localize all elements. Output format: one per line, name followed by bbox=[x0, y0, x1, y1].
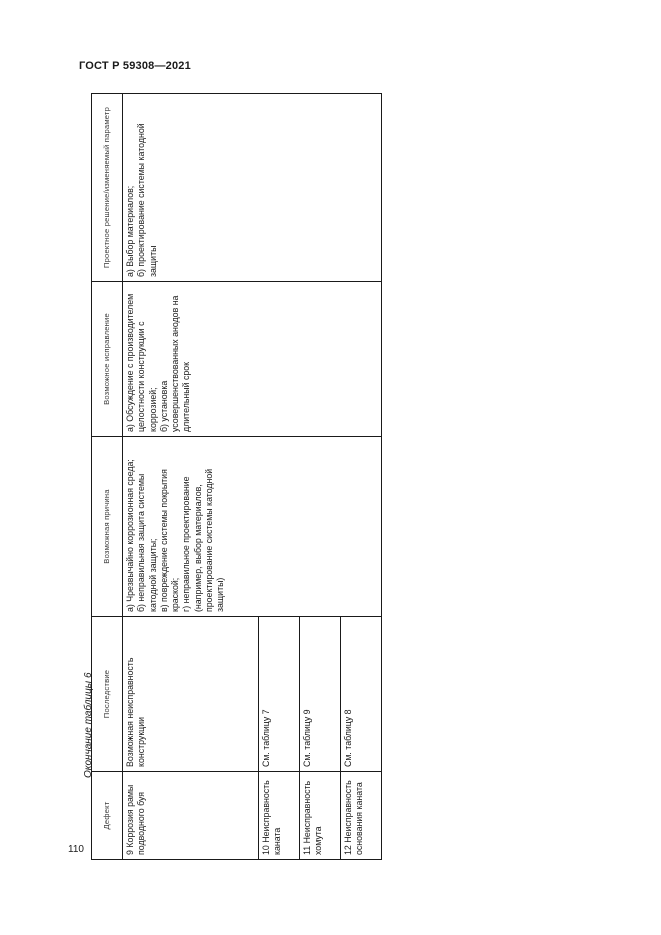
cause-item: б) неправильная защита системы катодной защиты; bbox=[136, 473, 158, 612]
document-standard-title: ГОСТ Р 59308—2021 bbox=[79, 60, 191, 72]
rotated-table-container bbox=[91, 94, 381, 860]
table-header-row bbox=[92, 94, 123, 860]
header-fix: Возможное исправление bbox=[92, 282, 123, 437]
parameter-item: б) проектирование системы катодной защиты bbox=[136, 123, 158, 277]
cell-parameter bbox=[123, 94, 382, 282]
header-parameter: Проектное решение/изменяемый параметр bbox=[92, 94, 123, 282]
cell-consequence: См. таблицу 9 bbox=[300, 617, 341, 772]
cell-defect: 11 Неисправность хомута bbox=[300, 772, 341, 860]
cell-fix bbox=[123, 282, 382, 437]
defects-table bbox=[91, 93, 382, 860]
table-caption: Окончание таблицы 6 bbox=[83, 672, 94, 778]
header-cause: Возможная причина bbox=[92, 437, 123, 617]
page-number: 110 bbox=[68, 844, 84, 855]
cause-item: а) Чрезвычайно коррозионная среда; bbox=[125, 459, 135, 612]
cell-defect: 10 Неисправность каната bbox=[259, 772, 300, 860]
header-defect: Дефект bbox=[92, 772, 123, 860]
header-consequence: Последствие bbox=[92, 617, 123, 772]
cell-defect: 12 Неисправность основания каната bbox=[341, 772, 382, 860]
cell-cause bbox=[123, 437, 382, 617]
cell-consequence: См. таблицу 8 bbox=[341, 617, 382, 772]
cell-consequence: См. таблицу 7 bbox=[259, 617, 300, 772]
fix-item: б) установка усовершенствованных анодов на длительный срок bbox=[158, 295, 192, 432]
fix-item: а) Обсуждение с производителем целостности конструкции с коррозией; bbox=[125, 293, 158, 432]
cell-consequence: Возможная неисправность конструкции bbox=[123, 617, 259, 772]
cause-item: г) неправильное проектирование (например, выбор материалов, проектирование системы катодной защиты) bbox=[181, 468, 225, 612]
cause-item: в) повреждение системы покрытия краской; bbox=[158, 469, 180, 612]
cell-defect: 9 Коррозия рамы подводного буя bbox=[123, 772, 259, 860]
parameter-item: а) Выбор материалов; bbox=[125, 185, 135, 277]
table-row bbox=[123, 94, 259, 860]
